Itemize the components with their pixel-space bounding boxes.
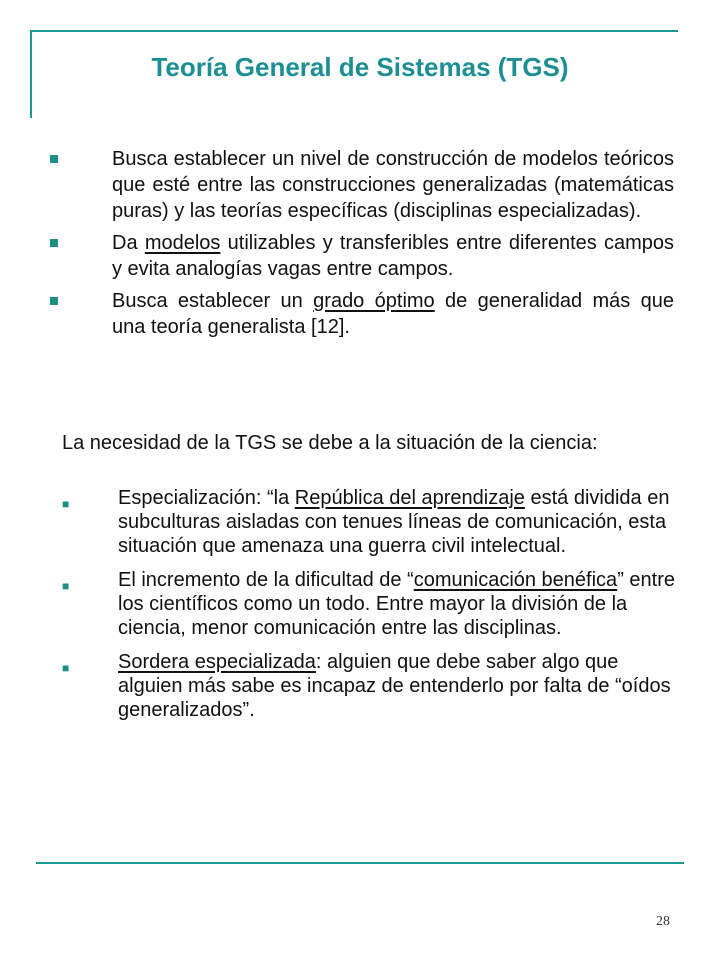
frame-bottom-line: [36, 862, 684, 864]
square-bullet-icon: [50, 155, 58, 163]
square-bullet-icon: [50, 297, 58, 305]
square-bullet-icon: ■: [62, 661, 70, 675]
bullet-item: Busca establecer un nivel de construcción de modelos teóricos que esté entre las construcciones generalizadas (matemáticas puras) y las teorías específicas (disciplinas especializadas).: [42, 146, 674, 224]
term-comunicacion-benefica: comunicación benéfica: [413, 569, 618, 591]
term-modelos: modelos: [144, 232, 221, 254]
sub-bullet-item: ■ El incremento de la dificultad de “comunicación benéfica” entre los científicos como un todo. Entre mayor la división de la ciencia, menor comunicación entre las disciplinas.: [62, 569, 675, 639]
sub-bullet-item: ■ Sordera especializada: alguien que debe saber algo que alguien más sabe es incapaz de entenderlo por falta de “oídos generalizados”.: [62, 651, 671, 721]
term-sordera-especializada: Sordera especializada: [118, 651, 316, 673]
term-grado-optimo: grado óptimo: [313, 290, 435, 312]
bullet-item: Busca establecer un grado óptimo de generalidad más que una teoría generalista [12].: [42, 288, 674, 340]
square-bullet-icon: ■: [62, 579, 70, 593]
page-number: 28: [656, 914, 670, 929]
intro-paragraph: La necesidad de la TGS se debe a la situación de la ciencia:: [62, 432, 598, 454]
bullet-item: Da modelos utilizables y transferibles entre diferentes campos y evita analogías vagas entre campos.: [42, 230, 674, 282]
top-bullet-list: [42, 146, 674, 346]
slide-title: Teoría General de Sistemas (TGS): [151, 52, 569, 82]
term-republica-aprendizaje: República del aprendizaje: [294, 487, 525, 509]
sub-bullet-list: [60, 486, 676, 732]
square-bullet-icon: [50, 239, 58, 247]
square-bullet-icon: ■: [62, 497, 70, 511]
sub-bullet-item: ■ Especialización: “la República del aprendizaje está dividida en subculturas aisladas con tenues líneas de comunicación, esta situación que amenaza una guerra civil intelectual.: [62, 487, 670, 557]
frame-top-line: [30, 30, 678, 32]
